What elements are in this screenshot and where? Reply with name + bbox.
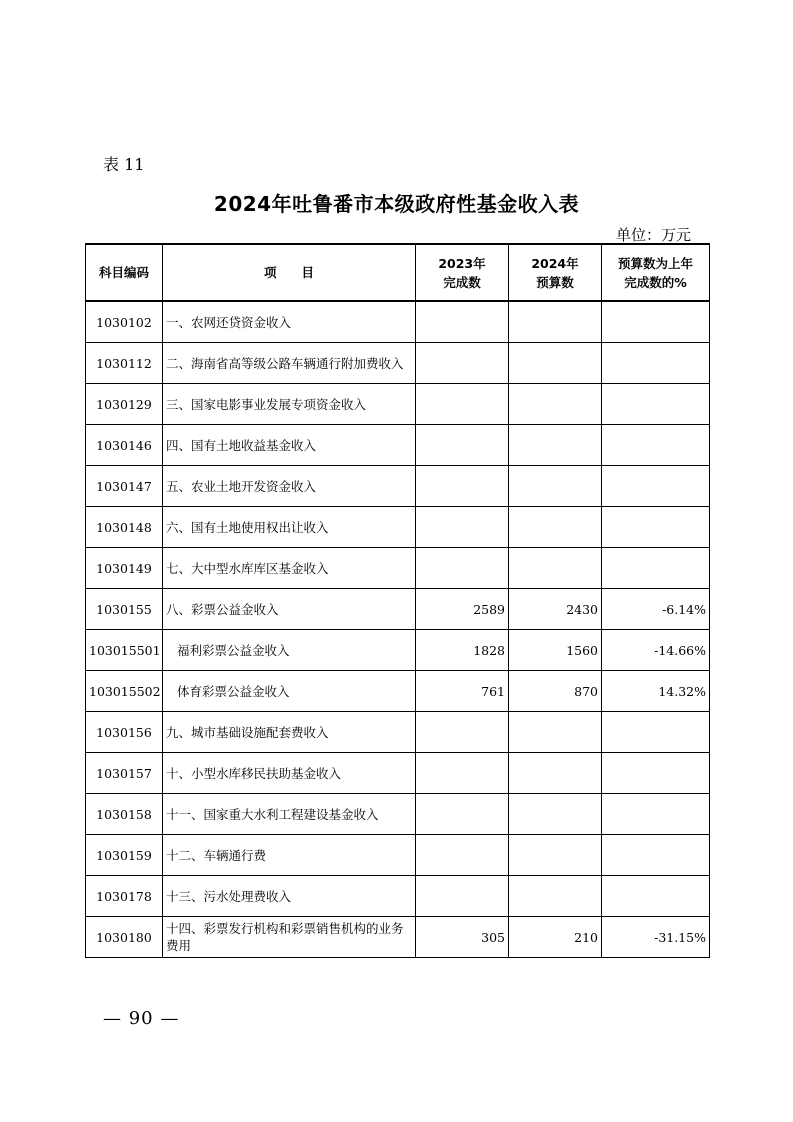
row-2023-actual (416, 835, 509, 876)
row-item-name: 十二、车辆通行费 (163, 835, 416, 876)
row-percent (602, 794, 710, 835)
row-2024-budget: 210 (509, 917, 602, 958)
table-header-row (86, 244, 710, 301)
row-percent: -14.66% (602, 630, 710, 671)
row-item-name: 六、国有土地使用权出让收入 (163, 507, 416, 548)
table-row (86, 876, 710, 917)
row-percent (602, 548, 710, 589)
row-2023-actual (416, 507, 509, 548)
row-2023-actual (416, 876, 509, 917)
row-percent (602, 507, 710, 548)
row-2023-actual (416, 301, 509, 343)
row-2024-budget (509, 794, 602, 835)
row-percent: -31.15% (602, 917, 710, 958)
row-2023-actual (416, 343, 509, 384)
row-item-name: 十三、污水处理费收入 (163, 876, 416, 917)
row-item-name: 三、国家电影事业发展专项资金收入 (163, 384, 416, 425)
row-percent: 14.32% (602, 671, 710, 712)
row-item-name: 五、农业土地开发资金收入 (163, 466, 416, 507)
row-item-name: 二、海南省高等级公路车辆通行附加费收入 (163, 343, 416, 384)
row-2023-actual (416, 425, 509, 466)
row-2024-budget (509, 712, 602, 753)
row-2024-budget: 1560 (509, 630, 602, 671)
table-row (86, 343, 710, 384)
table-row (86, 548, 710, 589)
row-code: 1030155 (86, 589, 163, 630)
row-2023-actual (416, 712, 509, 753)
row-percent (602, 301, 710, 343)
row-percent: -6.14% (602, 589, 710, 630)
row-item-name: 十四、彩票发行机构和彩票销售机构的业务费用 (163, 917, 416, 958)
row-item-name: 八、彩票公益金收入 (163, 589, 416, 630)
row-2023-actual (416, 466, 509, 507)
table-row (86, 712, 710, 753)
header-2023-actual: 2023年 完成数 (416, 244, 509, 301)
row-2024-budget: 2430 (509, 589, 602, 630)
row-item-name: 福利彩票公益金收入 (163, 630, 416, 671)
fund-revenue-table (85, 243, 710, 958)
row-2023-actual (416, 753, 509, 794)
row-item-name: 体育彩票公益金收入 (163, 671, 416, 712)
row-2023-actual (416, 794, 509, 835)
row-2023-actual (416, 548, 509, 589)
row-item-name: 十一、国家重大水利工程建设基金收入 (163, 794, 416, 835)
table-row (86, 794, 710, 835)
row-code: 103015502 (86, 671, 163, 712)
header-code: 科目编码 (86, 244, 163, 301)
row-code: 1030156 (86, 712, 163, 753)
table-label: 表 11 (103, 155, 145, 174)
row-percent (602, 384, 710, 425)
row-2023-actual: 1828 (416, 630, 509, 671)
row-2024-budget (509, 548, 602, 589)
row-2024-budget (509, 425, 602, 466)
row-item-name: 一、农网还贷资金收入 (163, 301, 416, 343)
row-percent (602, 425, 710, 466)
row-code: 1030129 (86, 384, 163, 425)
row-2024-budget: 870 (509, 671, 602, 712)
table-body (86, 301, 710, 958)
row-2024-budget (509, 876, 602, 917)
row-2024-budget (509, 466, 602, 507)
table-row (86, 630, 710, 671)
row-2023-actual: 761 (416, 671, 509, 712)
row-code: 1030158 (86, 794, 163, 835)
header-percent: 预算数为上年 完成数的% (602, 244, 710, 301)
table-row (86, 301, 710, 343)
row-code: 103015501 (86, 630, 163, 671)
table-row (86, 835, 710, 876)
row-code: 1030112 (86, 343, 163, 384)
row-code: 1030178 (86, 876, 163, 917)
row-code: 1030102 (86, 301, 163, 343)
row-2023-actual (416, 384, 509, 425)
row-code: 1030157 (86, 753, 163, 794)
row-percent (602, 876, 710, 917)
table-row (86, 507, 710, 548)
row-percent (602, 835, 710, 876)
row-2024-budget (509, 343, 602, 384)
row-item-name: 十、小型水库移民扶助基金收入 (163, 753, 416, 794)
table-row (86, 753, 710, 794)
table-row (86, 384, 710, 425)
row-2024-budget (509, 301, 602, 343)
row-code: 1030148 (86, 507, 163, 548)
table-row (86, 917, 710, 958)
row-2024-budget (509, 753, 602, 794)
row-code: 1030180 (86, 917, 163, 958)
row-code: 1030149 (86, 548, 163, 589)
unit-label: 单位：万元 (615, 226, 691, 244)
row-percent (602, 712, 710, 753)
page-number: — 90 — (103, 1008, 180, 1029)
row-2024-budget (509, 507, 602, 548)
row-percent (602, 753, 710, 794)
row-percent (602, 466, 710, 507)
row-item-name: 四、国有土地收益基金收入 (163, 425, 416, 466)
row-2024-budget (509, 384, 602, 425)
row-percent (602, 343, 710, 384)
row-2023-actual: 2589 (416, 589, 509, 630)
row-code: 1030159 (86, 835, 163, 876)
row-item-name: 九、城市基础设施配套费收入 (163, 712, 416, 753)
row-2024-budget (509, 835, 602, 876)
table-row (86, 466, 710, 507)
table-row (86, 589, 710, 630)
row-item-name: 七、大中型水库库区基金收入 (163, 548, 416, 589)
header-item: 项 目 (163, 244, 416, 301)
table-row (86, 425, 710, 466)
row-code: 1030146 (86, 425, 163, 466)
row-2023-actual: 305 (416, 917, 509, 958)
header-2024-budget: 2024年 预算数 (509, 244, 602, 301)
table-row (86, 671, 710, 712)
row-code: 1030147 (86, 466, 163, 507)
page-title: 2024年吐鲁番市本级政府性基金收入表 (213, 192, 580, 216)
